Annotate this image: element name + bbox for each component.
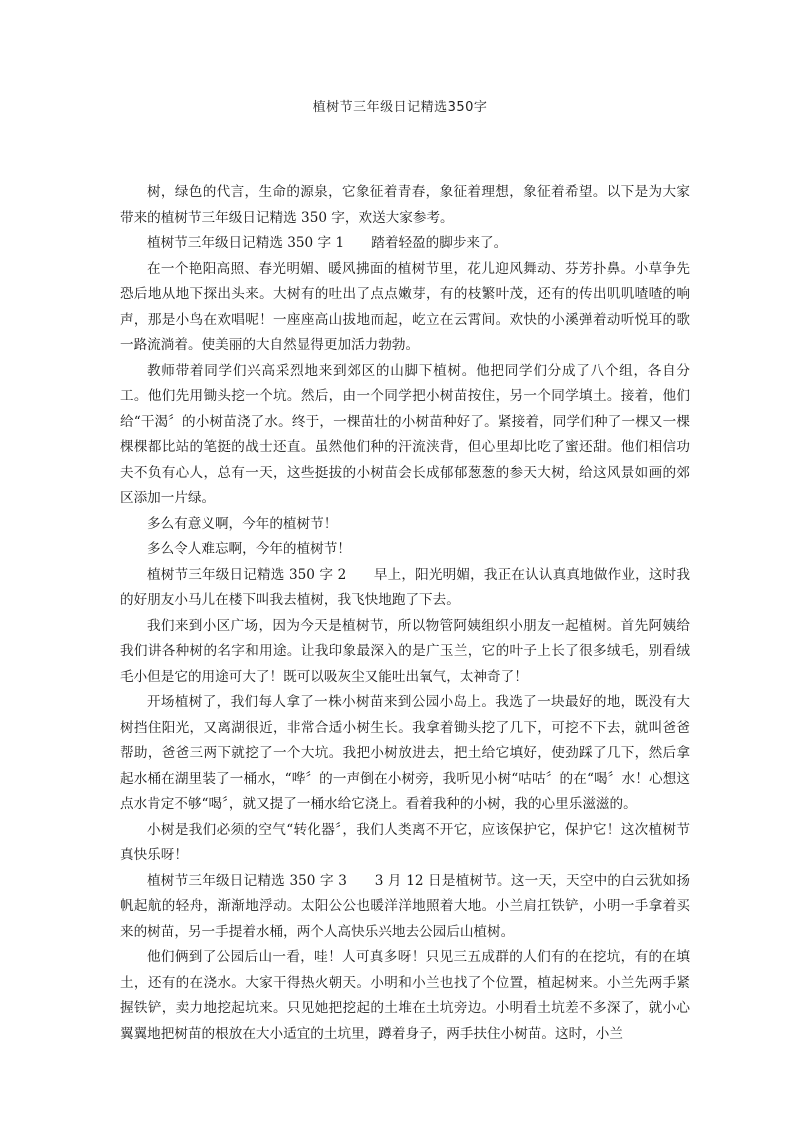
paragraph: 多么令人难忘啊，今年的植树节！ bbox=[147, 541, 351, 557]
paragraph: 小树是我们必须的空气“转化器〞，我们人类离不开它，应该保护它，保护它！这次植树节真快乐呀！ bbox=[120, 821, 690, 863]
paragraph: 教师带着同学们兴高采烈地来到郊区的山脚下植树。他把同学们分成了八个组，各自分工。他们先用锄头挖一个坑。然后，由一个同学把小树苗按住，另一个同学填土。接着，他们给“干渴〞的小树苗浇了水。终于，一棵苗壮的小树苗种好了。紧接着，同学们种了一棵又一棵棵棵都比站的笔挺的战士还直。虽然他们种的汗流浃背，但心里却比吃了蜜还甜。他们相信功夫不负有心人，总有一天，这些挺拔的小树苗会长成郁郁葱葱的参天大树，给这风景如画的郊区添加一片绿。 bbox=[120, 362, 690, 506]
paragraph: 在一个艳阳高照、春光明媚、暖风拂面的植树节里，花儿迎风舞动、芬芳扑鼻。小草争先恐后地从地下探出头来。大树有的吐出了点点嫩芽，有的枝繁叶茂，还有的传出叽叽喳喳的响声，那是小鸟在欢唱呢！一座座高山拔地而起，屹立在云霄间。欢快的小溪弹着动听悦耳的歌一路流淌着。使美丽的大自然显得更加活力勃勃。 bbox=[120, 260, 690, 353]
paragraph: 开场植树了，我们每人拿了一株小树苗来到公园小岛上。我选了一块最好的地，既没有大树挡住阳光，又离湖很近，非常合适小树生长。我拿着锄头挖了几下，可挖不下去，就叫爸爸帮助，爸爸三两下就挖了一个大坑。我把小树放进去，把土给它填好，使劲踩了几下，然后拿起水桶在湖里装了一桶水，“哗〞的一声倒在小树旁，我听见小树“咕咕〞的在“喝〞水！心想这点水肯定不够“喝〞，就又提了一桶水给它浇上。看着我种的小树，我的心里乐滋滋的。 bbox=[120, 694, 690, 812]
paragraph: 植树节三年级日记精选 350 字 3 3 月 12 日是植树节。这一天，天空中的白云犹如扬帆起航的轻舟，渐渐地浮动。太阳公公也暖洋洋地照着大地。小兰肩扛铁铲，小明一手拿着买来的树苗，另一手提着水桶，两个人高快乐兴地去公园后山植树。 bbox=[120, 872, 690, 940]
paragraph: 植树节三年级日记精选 350 字 2 早上，阳光明媚，我正在认认真真地做作业，这时我的好朋友小马儿在楼下叫我去植树，我飞快地跑了下去。 bbox=[120, 566, 690, 608]
paragraph: 植树节三年级日记精选 350 字 1 踏着轻盈的脚步来了。 bbox=[147, 235, 508, 251]
paragraph: 他们俩到了公园后山一看，哇！人可真多呀！只见三五成群的人们有的在挖坑，有的在填土，还有的在浇水。大家干得热火朝天。小明和小兰也找了个位置，植起树来。小兰先两手紧握铁铲，卖力地挖起坑来。只见她把挖起的土堆在土坑旁边。小明看土坑差不多深了，就小心翼翼地把树苗的根放在大小适宜的土坑里，蹲着身子，两手扶住小树苗。这时，小兰 bbox=[120, 949, 690, 1042]
paragraph: 多么有意义啊，今年的植树节！ bbox=[147, 515, 338, 532]
document-body bbox=[120, 180, 690, 1047]
document-title: 植树节三年级日记精选350字 bbox=[312, 100, 488, 115]
paragraph: 树，绿色的代言，生命的源泉，它象征着青春，象征着理想，象征着希望。以下是为大家带来的植树节三年级日记精选 350 字，欢送大家参考。 bbox=[120, 184, 690, 226]
paragraph: 我们来到小区广场，因为今天是植树节，所以物管阿姨组织小朋友一起植树。首先阿姨给我们讲各种树的名字和用途。让我印象最深入的是广玉兰，它的叶子上长了很多绒毛，别看绒毛小但是它的用途可大了！既可以吸灰尘又能吐出氧气，太神奇了！ bbox=[120, 617, 690, 685]
